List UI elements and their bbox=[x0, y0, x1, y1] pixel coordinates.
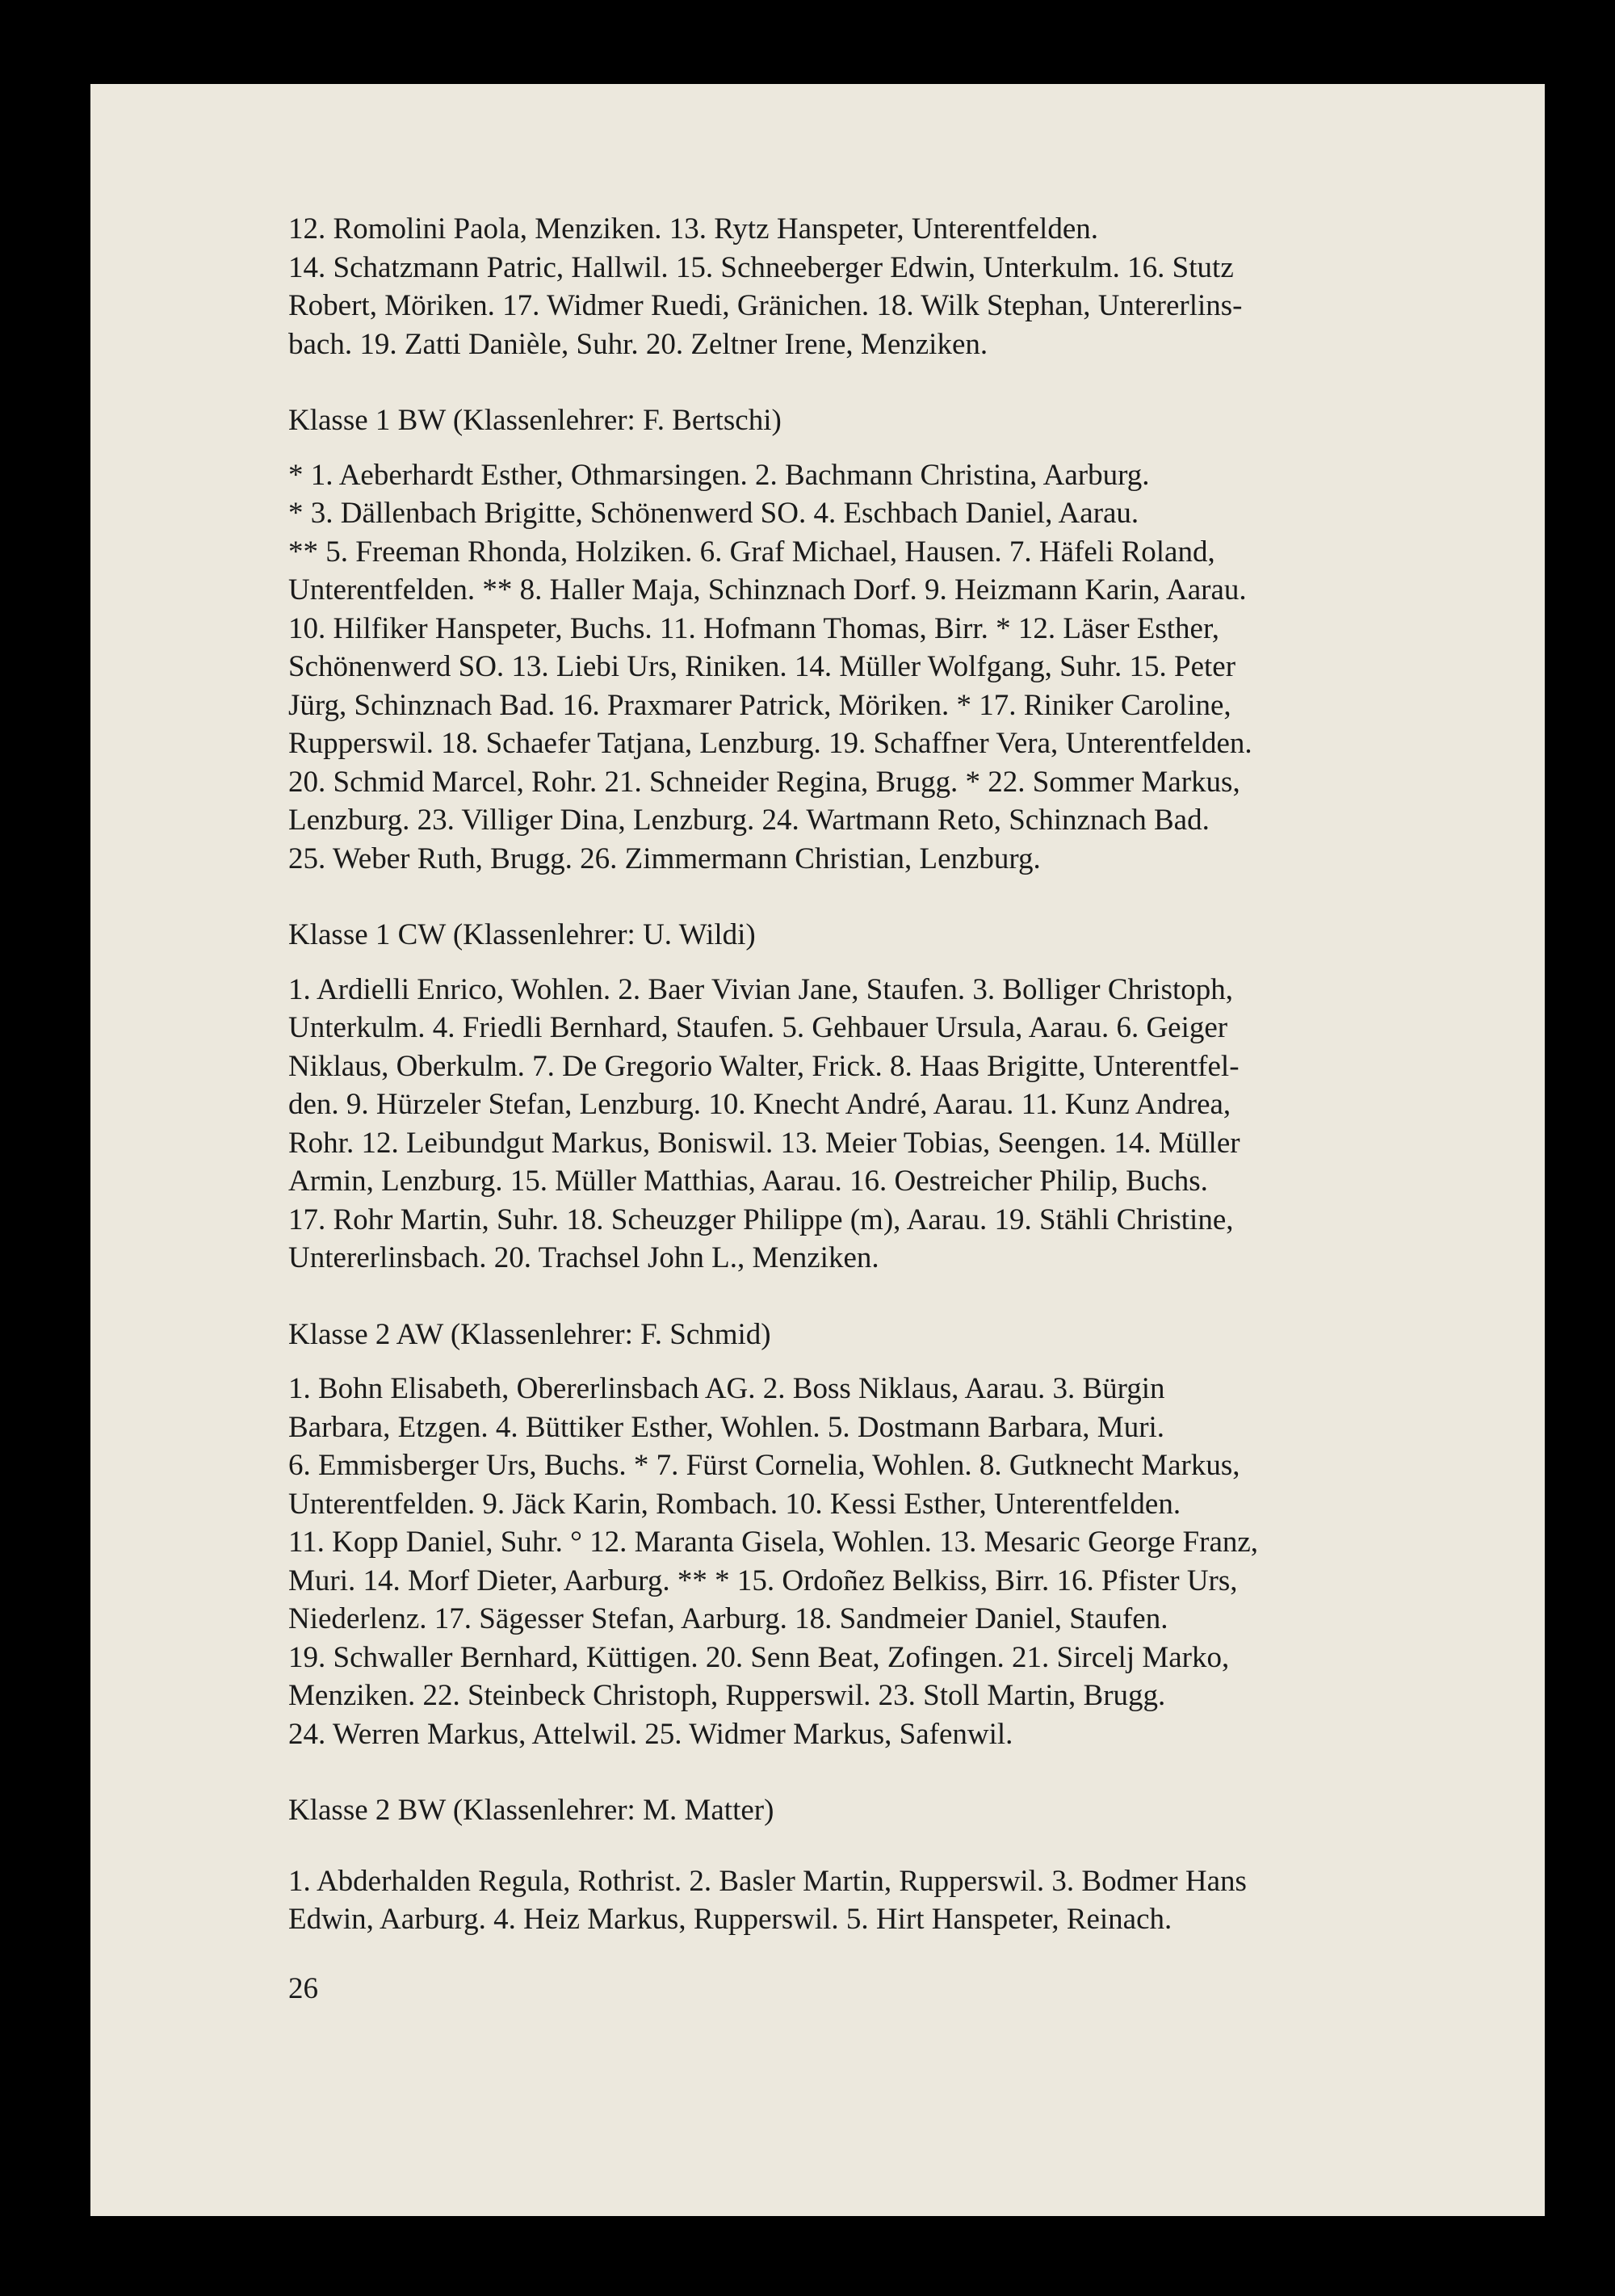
text-line: Rohr. 12. Leibundgut Markus, Boniswil. 13. Meier Tobias, Seengen. 14. Müller bbox=[288, 1126, 1240, 1160]
text-line: Niederlenz. 17. Sägesser Stefan, Aarburg. 18. Sandmeier Daniel, Staufen. bbox=[288, 1602, 1168, 1635]
text-line: 1. Abderhalden Regula, Rothrist. 2. Basler Martin, Rupperswil. 3. Bodmer Hans bbox=[288, 1864, 1247, 1898]
section-gap bbox=[288, 1753, 1564, 1791]
text-line: Niklaus, Oberkulm. 7. De Gregorio Walter, Frick. 8. Haas Brigitte, Unterentfel- bbox=[288, 1049, 1240, 1083]
section-heading: Klasse 2 AW (Klassenlehrer: F. Schmid) bbox=[288, 1317, 771, 1351]
text-line: Lenzburg. 23. Villiger Dina, Lenzburg. 24. Wartmann Reto, Schinznach Bad. bbox=[288, 804, 1210, 837]
heading-gap bbox=[288, 1354, 1564, 1370]
text-line: Rupperswil. 18. Schaefer Tatjana, Lenzburg. 19. Schaffner Vera, Unterentfelden. bbox=[288, 727, 1252, 760]
text-line: 10. Hilfiker Hanspeter, Buchs. 11. Hofmann Thomas, Birr. * 12. Läser Esther, bbox=[288, 611, 1220, 645]
text-line: 24. Werren Markus, Attelwil. 25. Widmer Markus, Safenwil. bbox=[288, 1717, 1013, 1751]
text-line: bach. 19. Zatti Danièle, Suhr. 20. Zeltner Irene, Menziken. bbox=[288, 327, 988, 361]
section-klasse-2aw bbox=[288, 1316, 1564, 1754]
text-line: Menziken. 22. Steinbeck Christoph, Rupperswil. 23. Stoll Martin, Brugg. bbox=[288, 1679, 1166, 1712]
section-gap bbox=[288, 878, 1564, 916]
intro-paragraph bbox=[288, 210, 1564, 363]
text-line: ** 5. Freeman Rhonda, Holziken. 6. Graf Michael, Hausen. 7. Häfeli Roland, bbox=[288, 535, 1215, 569]
text-line: Jürg, Schinznach Bad. 16. Praxmarer Patrick, Möriken. * 17. Riniker Caroline, bbox=[288, 688, 1231, 722]
section-gap bbox=[288, 363, 1564, 401]
text-line: den. 9. Hürzeler Stefan, Lenzburg. 10. Knecht André, Aarau. 11. Kunz Andrea, bbox=[288, 1088, 1231, 1121]
text-line: 1. Ardielli Enrico, Wohlen. 2. Baer Vivian Jane, Staufen. 3. Bolliger Christoph, bbox=[288, 972, 1234, 1006]
text-line: Unterentfelden. 9. Jäck Karin, Rombach. 10. Kessi Esther, Unterentfelden. bbox=[288, 1487, 1181, 1521]
text-block bbox=[288, 210, 1564, 1939]
text-line: Unterkulm. 4. Friedli Bernhard, Staufen. 5. Gehbauer Ursula, Aarau. 6. Geiger bbox=[288, 1011, 1228, 1044]
text-line: 12. Romolini Paola, Menziken. 13. Rytz Hanspeter, Unterentfelden. bbox=[288, 212, 1098, 246]
text-line: 20. Schmid Marcel, Rohr. 21. Schneider Regina, Brugg. * 22. Sommer Markus, bbox=[288, 765, 1240, 799]
text-line: 19. Schwaller Bernhard, Küttigen. 20. Senn Beat, Zofingen. 21. Sircelj Marko, bbox=[288, 1640, 1230, 1674]
text-line: Edwin, Aarburg. 4. Heiz Markus, Rupperswil. 5. Hirt Hanspeter, Reinach. bbox=[288, 1903, 1172, 1936]
section-klasse-1bw bbox=[288, 401, 1564, 878]
heading-gap bbox=[288, 1830, 1564, 1862]
heading-gap bbox=[288, 440, 1564, 456]
text-line: 17. Rohr Martin, Suhr. 18. Scheuzger Philippe (m), Aarau. 19. Stähli Christine, bbox=[288, 1203, 1234, 1236]
text-line: * 3. Dällenbach Brigitte, Schönenwerd SO. 4. Eschbach Daniel, Aarau. bbox=[288, 497, 1139, 530]
text-line: Untererlinsbach. 20. Trachsel John L., Menziken. bbox=[288, 1241, 879, 1274]
page-number: 26 bbox=[288, 1972, 318, 2005]
text-line: 11. Kopp Daniel, Suhr. ° 12. Maranta Gisela, Wohlen. 13. Mesaric George Franz, bbox=[288, 1526, 1259, 1559]
text-line: Armin, Lenzburg. 15. Müller Matthias, Aarau. 16. Oestreicher Philip, Buchs. bbox=[288, 1165, 1208, 1198]
text-line: 1. Bohn Elisabeth, Obererlinsbach AG. 2. Boss Niklaus, Aarau. 3. Bürgin bbox=[288, 1372, 1165, 1405]
section-heading: Klasse 2 BW (Klassenlehrer: M. Matter) bbox=[288, 1794, 774, 1827]
section-klasse-2bw bbox=[288, 1791, 1564, 1939]
text-line: 6. Emmisberger Urs, Buchs. * 7. Fürst Cornelia, Wohlen. 8. Gutknecht Markus, bbox=[288, 1449, 1240, 1482]
text-line: 14. Schatzmann Patric, Hallwil. 15. Schneeberger Edwin, Unterkulm. 16. Stutz bbox=[288, 250, 1234, 284]
section-gap bbox=[288, 1278, 1564, 1316]
heading-gap bbox=[288, 955, 1564, 971]
text-line: Unterentfelden. ** 8. Haller Maja, Schinznach Dorf. 9. Heizmann Karin, Aarau. bbox=[288, 573, 1247, 607]
text-line: * 1. Aeberhardt Esther, Othmarsingen. 2. Bachmann Christina, Aarburg. bbox=[288, 458, 1150, 492]
text-line: Schönenwerd SO. 13. Liebi Urs, Riniken. 14. Müller Wolfgang, Suhr. 15. Peter bbox=[288, 650, 1236, 683]
document-page bbox=[90, 84, 1545, 2216]
section-heading: Klasse 1 CW (Klassenlehrer: U. Wildi) bbox=[288, 918, 756, 951]
section-klasse-1cw bbox=[288, 916, 1564, 1278]
text-line: Robert, Möriken. 17. Widmer Ruedi, Gränichen. 18. Wilk Stephan, Untererlins- bbox=[288, 289, 1243, 322]
text-line: Muri. 14. Morf Dieter, Aarburg. ** * 15. Ordoñez Belkiss, Birr. 16. Pfister Urs, bbox=[288, 1564, 1238, 1597]
text-line: 25. Weber Ruth, Brugg. 26. Zimmermann Christian, Lenzburg. bbox=[288, 842, 1041, 875]
section-heading: Klasse 1 BW (Klassenlehrer: F. Bertschi) bbox=[288, 404, 782, 437]
text-line: Barbara, Etzgen. 4. Büttiker Esther, Wohlen. 5. Dostmann Barbara, Muri. bbox=[288, 1410, 1165, 1444]
